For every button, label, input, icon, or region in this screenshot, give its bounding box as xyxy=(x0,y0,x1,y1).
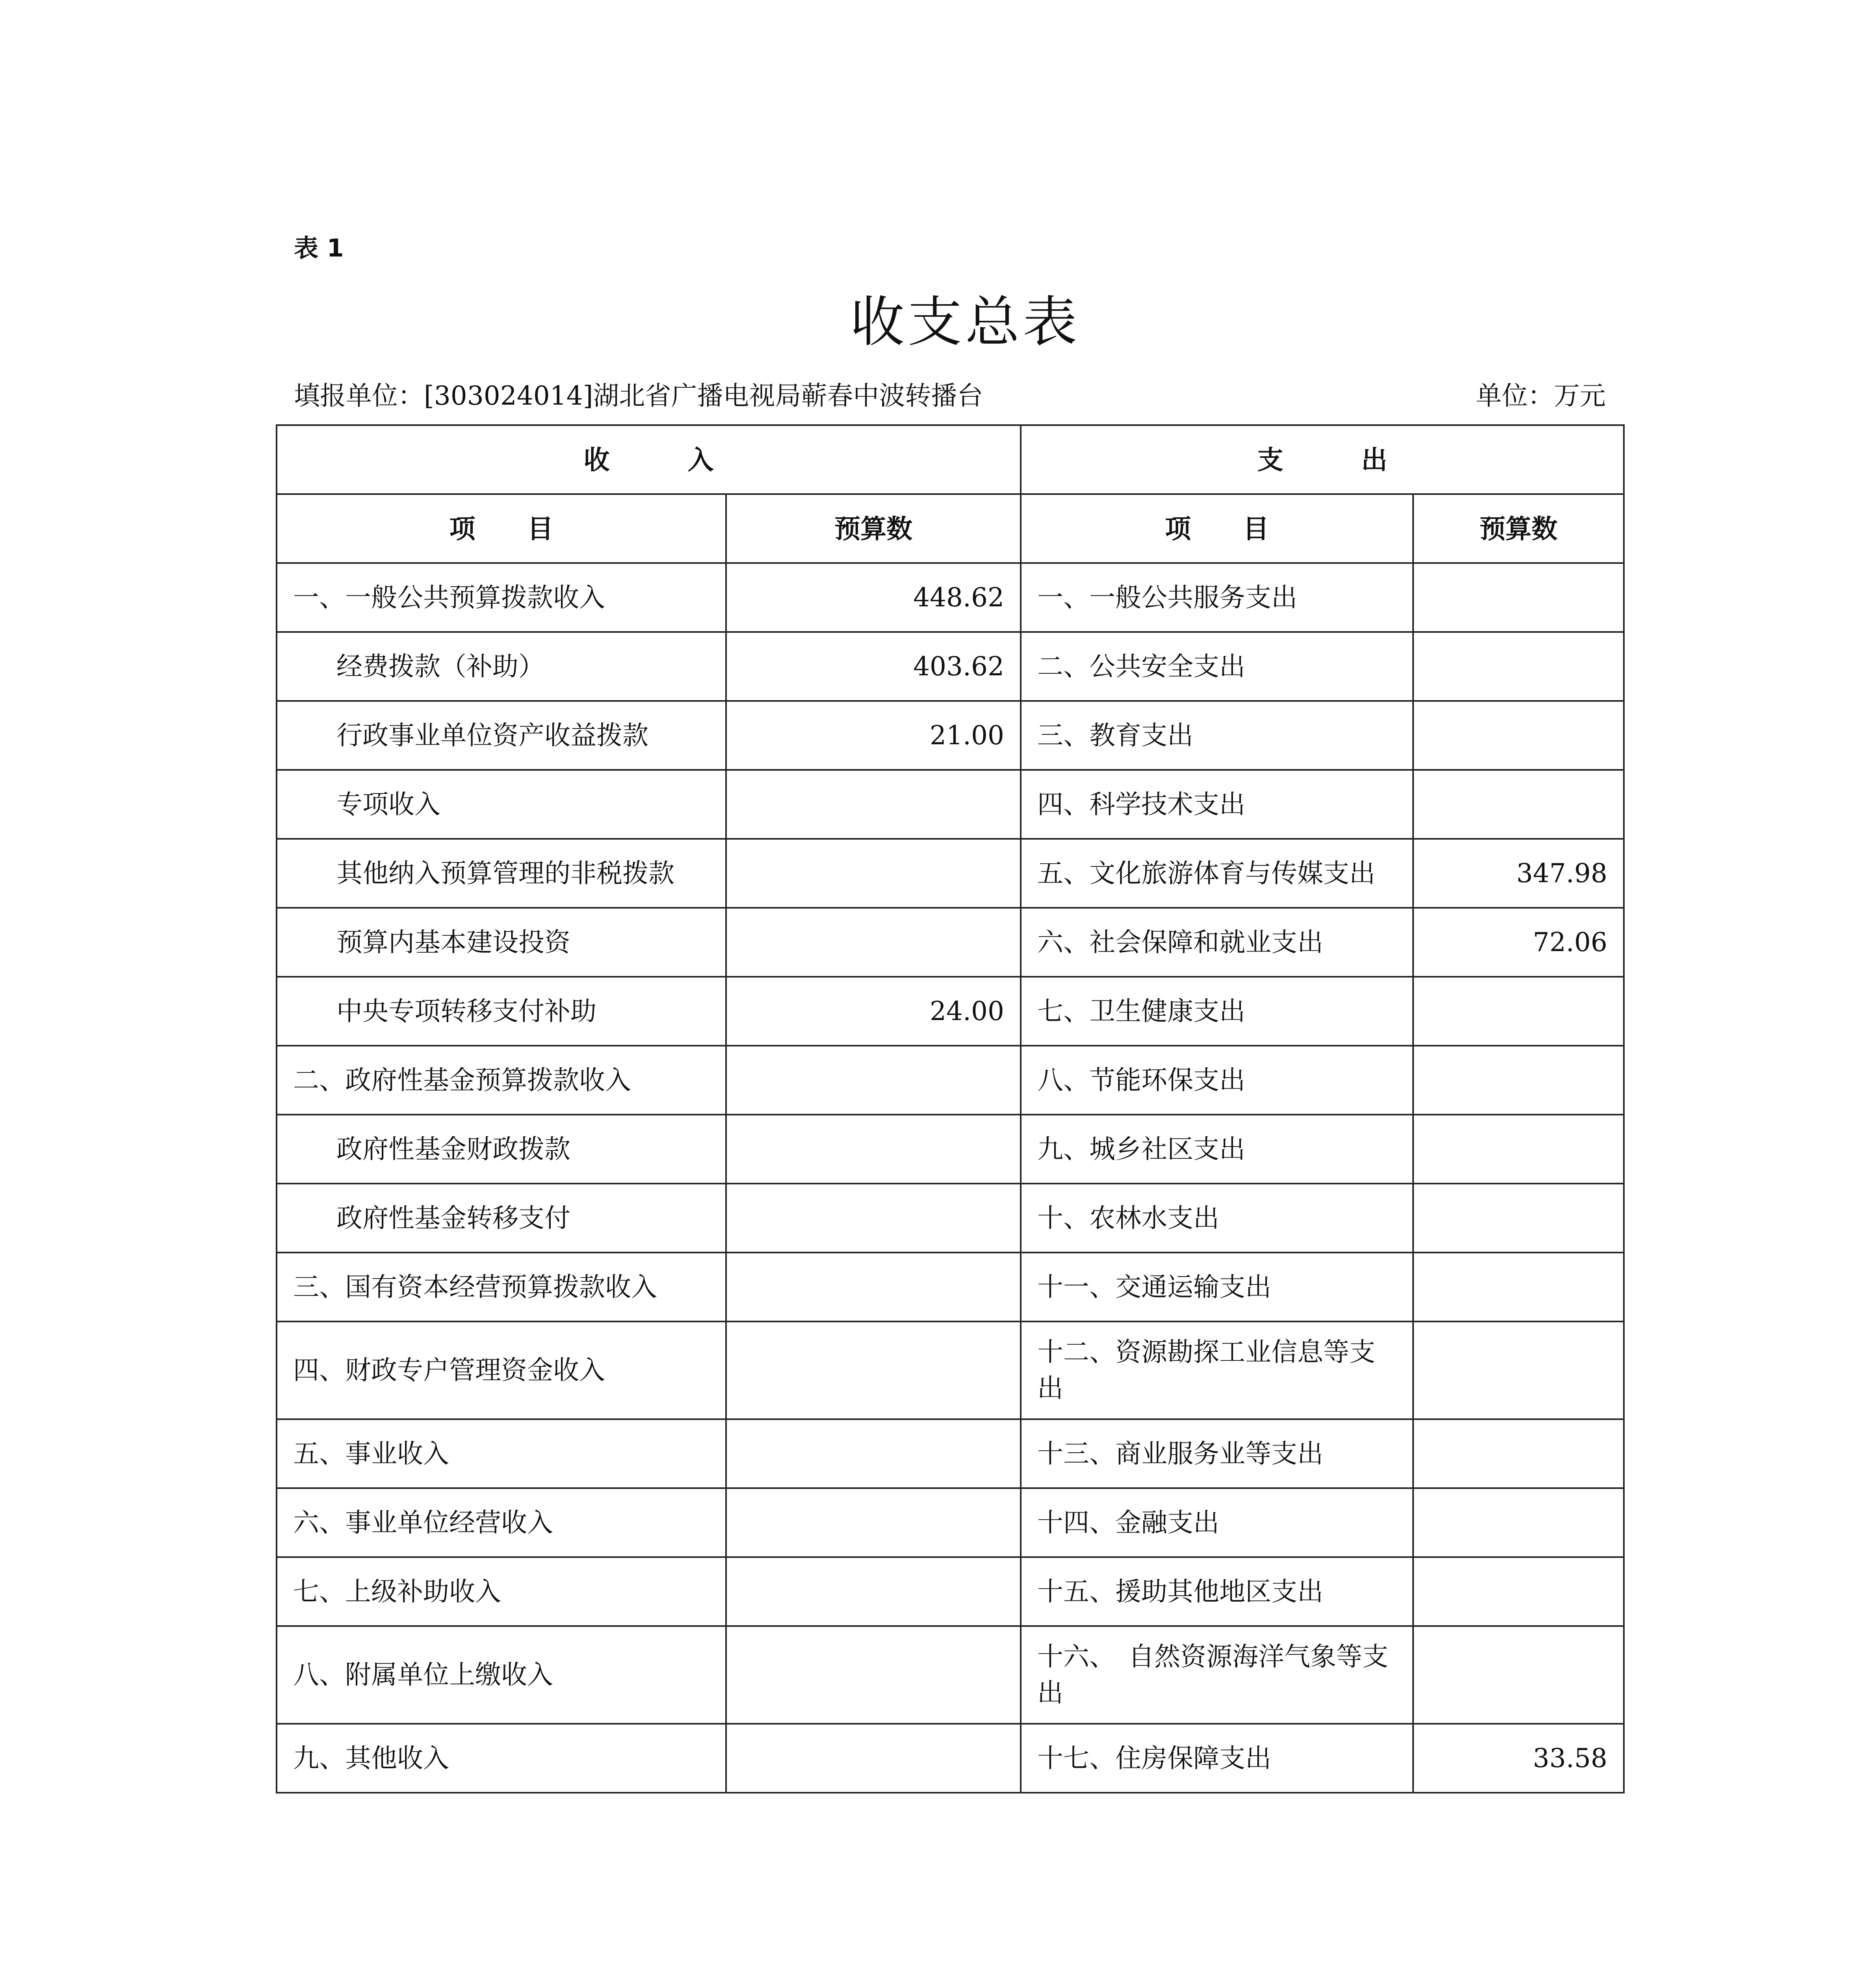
income-item-cell: 行政事业单位资产收益拨款 xyxy=(277,701,726,770)
income-value-cell xyxy=(726,1419,1021,1488)
table-row xyxy=(277,1253,1624,1321)
expense-item-cell: 十二、资源勘探工业信息等支出 xyxy=(1021,1321,1413,1419)
expense-item-cell: 十一、交通运输支出 xyxy=(1021,1253,1413,1321)
expense-item-cell: 十四、金融支出 xyxy=(1021,1488,1413,1557)
expense-value-cell xyxy=(1413,1046,1624,1115)
income-item-cell: 专项收入 xyxy=(277,770,726,839)
table-row xyxy=(277,1046,1624,1115)
expense-value-cell xyxy=(1413,701,1624,770)
income-item-header: 项 目 xyxy=(277,494,726,563)
income-item-cell: 政府性基金财政拨款 xyxy=(277,1115,726,1184)
expense-value-cell: 33.58 xyxy=(1413,1724,1624,1793)
table-row xyxy=(277,1115,1624,1184)
expense-value-cell xyxy=(1413,1626,1624,1724)
expense-item-cell: 八、节能环保支出 xyxy=(1021,1046,1413,1115)
income-item-cell: 四、财政专户管理资金收入 xyxy=(277,1321,726,1419)
column-header-row xyxy=(277,494,1624,563)
expense-value-cell xyxy=(1413,1419,1624,1488)
income-value-cell xyxy=(726,1557,1021,1626)
income-item-cell: 一、一般公共预算拨款收入 xyxy=(277,563,726,632)
table-row xyxy=(277,1321,1624,1419)
income-value-cell: 403.62 xyxy=(726,632,1021,701)
income-item-cell: 经费拨款（补助） xyxy=(277,632,726,701)
currency-unit-label: 单位：万元 xyxy=(1476,381,1606,411)
expense-item-cell: 十、农林水支出 xyxy=(1021,1184,1413,1253)
expense-value-cell: 347.98 xyxy=(1413,839,1624,908)
expense-item-header: 项 目 xyxy=(1021,494,1413,563)
income-value-cell: 21.00 xyxy=(726,701,1021,770)
table-number-label: 表 1 xyxy=(294,234,344,262)
income-budget-header: 预算数 xyxy=(726,494,1021,563)
table-row xyxy=(277,632,1624,701)
income-value-cell xyxy=(726,1626,1021,1724)
expense-value-cell xyxy=(1413,563,1624,632)
expense-item-cell: 四、科学技术支出 xyxy=(1021,770,1413,839)
expense-item-cell: 十三、商业服务业等支出 xyxy=(1021,1419,1413,1488)
income-item-cell: 七、上级补助收入 xyxy=(277,1557,726,1626)
report-info-line xyxy=(294,378,1606,414)
expense-section-header: 支 出 xyxy=(1021,425,1624,494)
expense-item-cell: 一、一般公共服务支出 xyxy=(1021,563,1413,632)
income-value-cell xyxy=(726,908,1021,977)
income-value-cell: 24.00 xyxy=(726,977,1021,1046)
income-item-cell: 二、政府性基金预算拨款收入 xyxy=(277,1046,726,1115)
table-row xyxy=(277,770,1624,839)
income-value-cell xyxy=(726,839,1021,908)
expense-item-cell: 五、文化旅游体育与传媒支出 xyxy=(1021,839,1413,908)
expense-value-cell xyxy=(1413,1115,1624,1184)
expense-item-cell: 三、教育支出 xyxy=(1021,701,1413,770)
expense-value-cell xyxy=(1413,632,1624,701)
income-value-cell xyxy=(726,1115,1021,1184)
expense-item-cell: 七、卫生健康支出 xyxy=(1021,977,1413,1046)
income-value-cell xyxy=(726,1046,1021,1115)
page-title: 收支总表 xyxy=(850,290,1080,354)
table-row xyxy=(277,1488,1624,1557)
income-expense-table xyxy=(276,424,1625,1793)
table-row xyxy=(277,977,1624,1046)
table-row xyxy=(277,1724,1624,1793)
expense-value-cell xyxy=(1413,977,1624,1046)
table-row xyxy=(277,1419,1624,1488)
income-value-cell: 448.62 xyxy=(726,563,1021,632)
expense-item-cell: 十七、住房保障支出 xyxy=(1021,1724,1413,1793)
table-row xyxy=(277,563,1624,632)
section-header-row xyxy=(277,425,1624,494)
expense-value-cell xyxy=(1413,1184,1624,1253)
income-value-cell xyxy=(726,770,1021,839)
income-item-cell: 五、事业收入 xyxy=(277,1419,726,1488)
income-item-cell: 八、附属单位上缴收入 xyxy=(277,1626,726,1724)
income-value-cell xyxy=(726,1488,1021,1557)
table-row xyxy=(277,1557,1624,1626)
income-item-cell: 预算内基本建设投资 xyxy=(277,908,726,977)
expense-item-cell: 十五、援助其他地区支出 xyxy=(1021,1557,1413,1626)
income-item-cell: 三、国有资本经营预算拨款收入 xyxy=(277,1253,726,1321)
expense-value-cell xyxy=(1413,1488,1624,1557)
income-item-cell: 政府性基金转移支付 xyxy=(277,1184,726,1253)
expense-value-cell xyxy=(1413,1557,1624,1626)
table-row xyxy=(277,701,1624,770)
income-item-cell: 中央专项转移支付补助 xyxy=(277,977,726,1046)
income-value-cell xyxy=(726,1724,1021,1793)
expense-item-cell: 十六、 自然资源海洋气象等支出 xyxy=(1021,1626,1413,1724)
income-item-cell: 其他纳入预算管理的非税拨款 xyxy=(277,839,726,908)
expense-value-cell xyxy=(1413,1253,1624,1321)
income-section-header: 收 入 xyxy=(277,425,1021,494)
income-value-cell xyxy=(726,1321,1021,1419)
table-row xyxy=(277,908,1624,977)
income-item-cell: 九、其他收入 xyxy=(277,1724,726,1793)
income-value-cell xyxy=(726,1253,1021,1321)
expense-item-cell: 九、城乡社区支出 xyxy=(1021,1115,1413,1184)
expense-budget-header: 预算数 xyxy=(1413,494,1624,563)
expense-value-cell xyxy=(1413,1321,1624,1419)
table-row xyxy=(277,1184,1624,1253)
table-row xyxy=(277,1626,1624,1724)
expense-item-cell: 二、公共安全支出 xyxy=(1021,632,1413,701)
reporting-unit-label: 填报单位：[303024014]湖北省广播电视局蕲春中波转播台 xyxy=(294,381,983,411)
expense-value-cell: 72.06 xyxy=(1413,908,1624,977)
income-value-cell xyxy=(726,1184,1021,1253)
income-item-cell: 六、事业单位经营收入 xyxy=(277,1488,726,1557)
expense-item-cell: 六、社会保障和就业支出 xyxy=(1021,908,1413,977)
table-row xyxy=(277,839,1624,908)
expense-value-cell xyxy=(1413,770,1624,839)
